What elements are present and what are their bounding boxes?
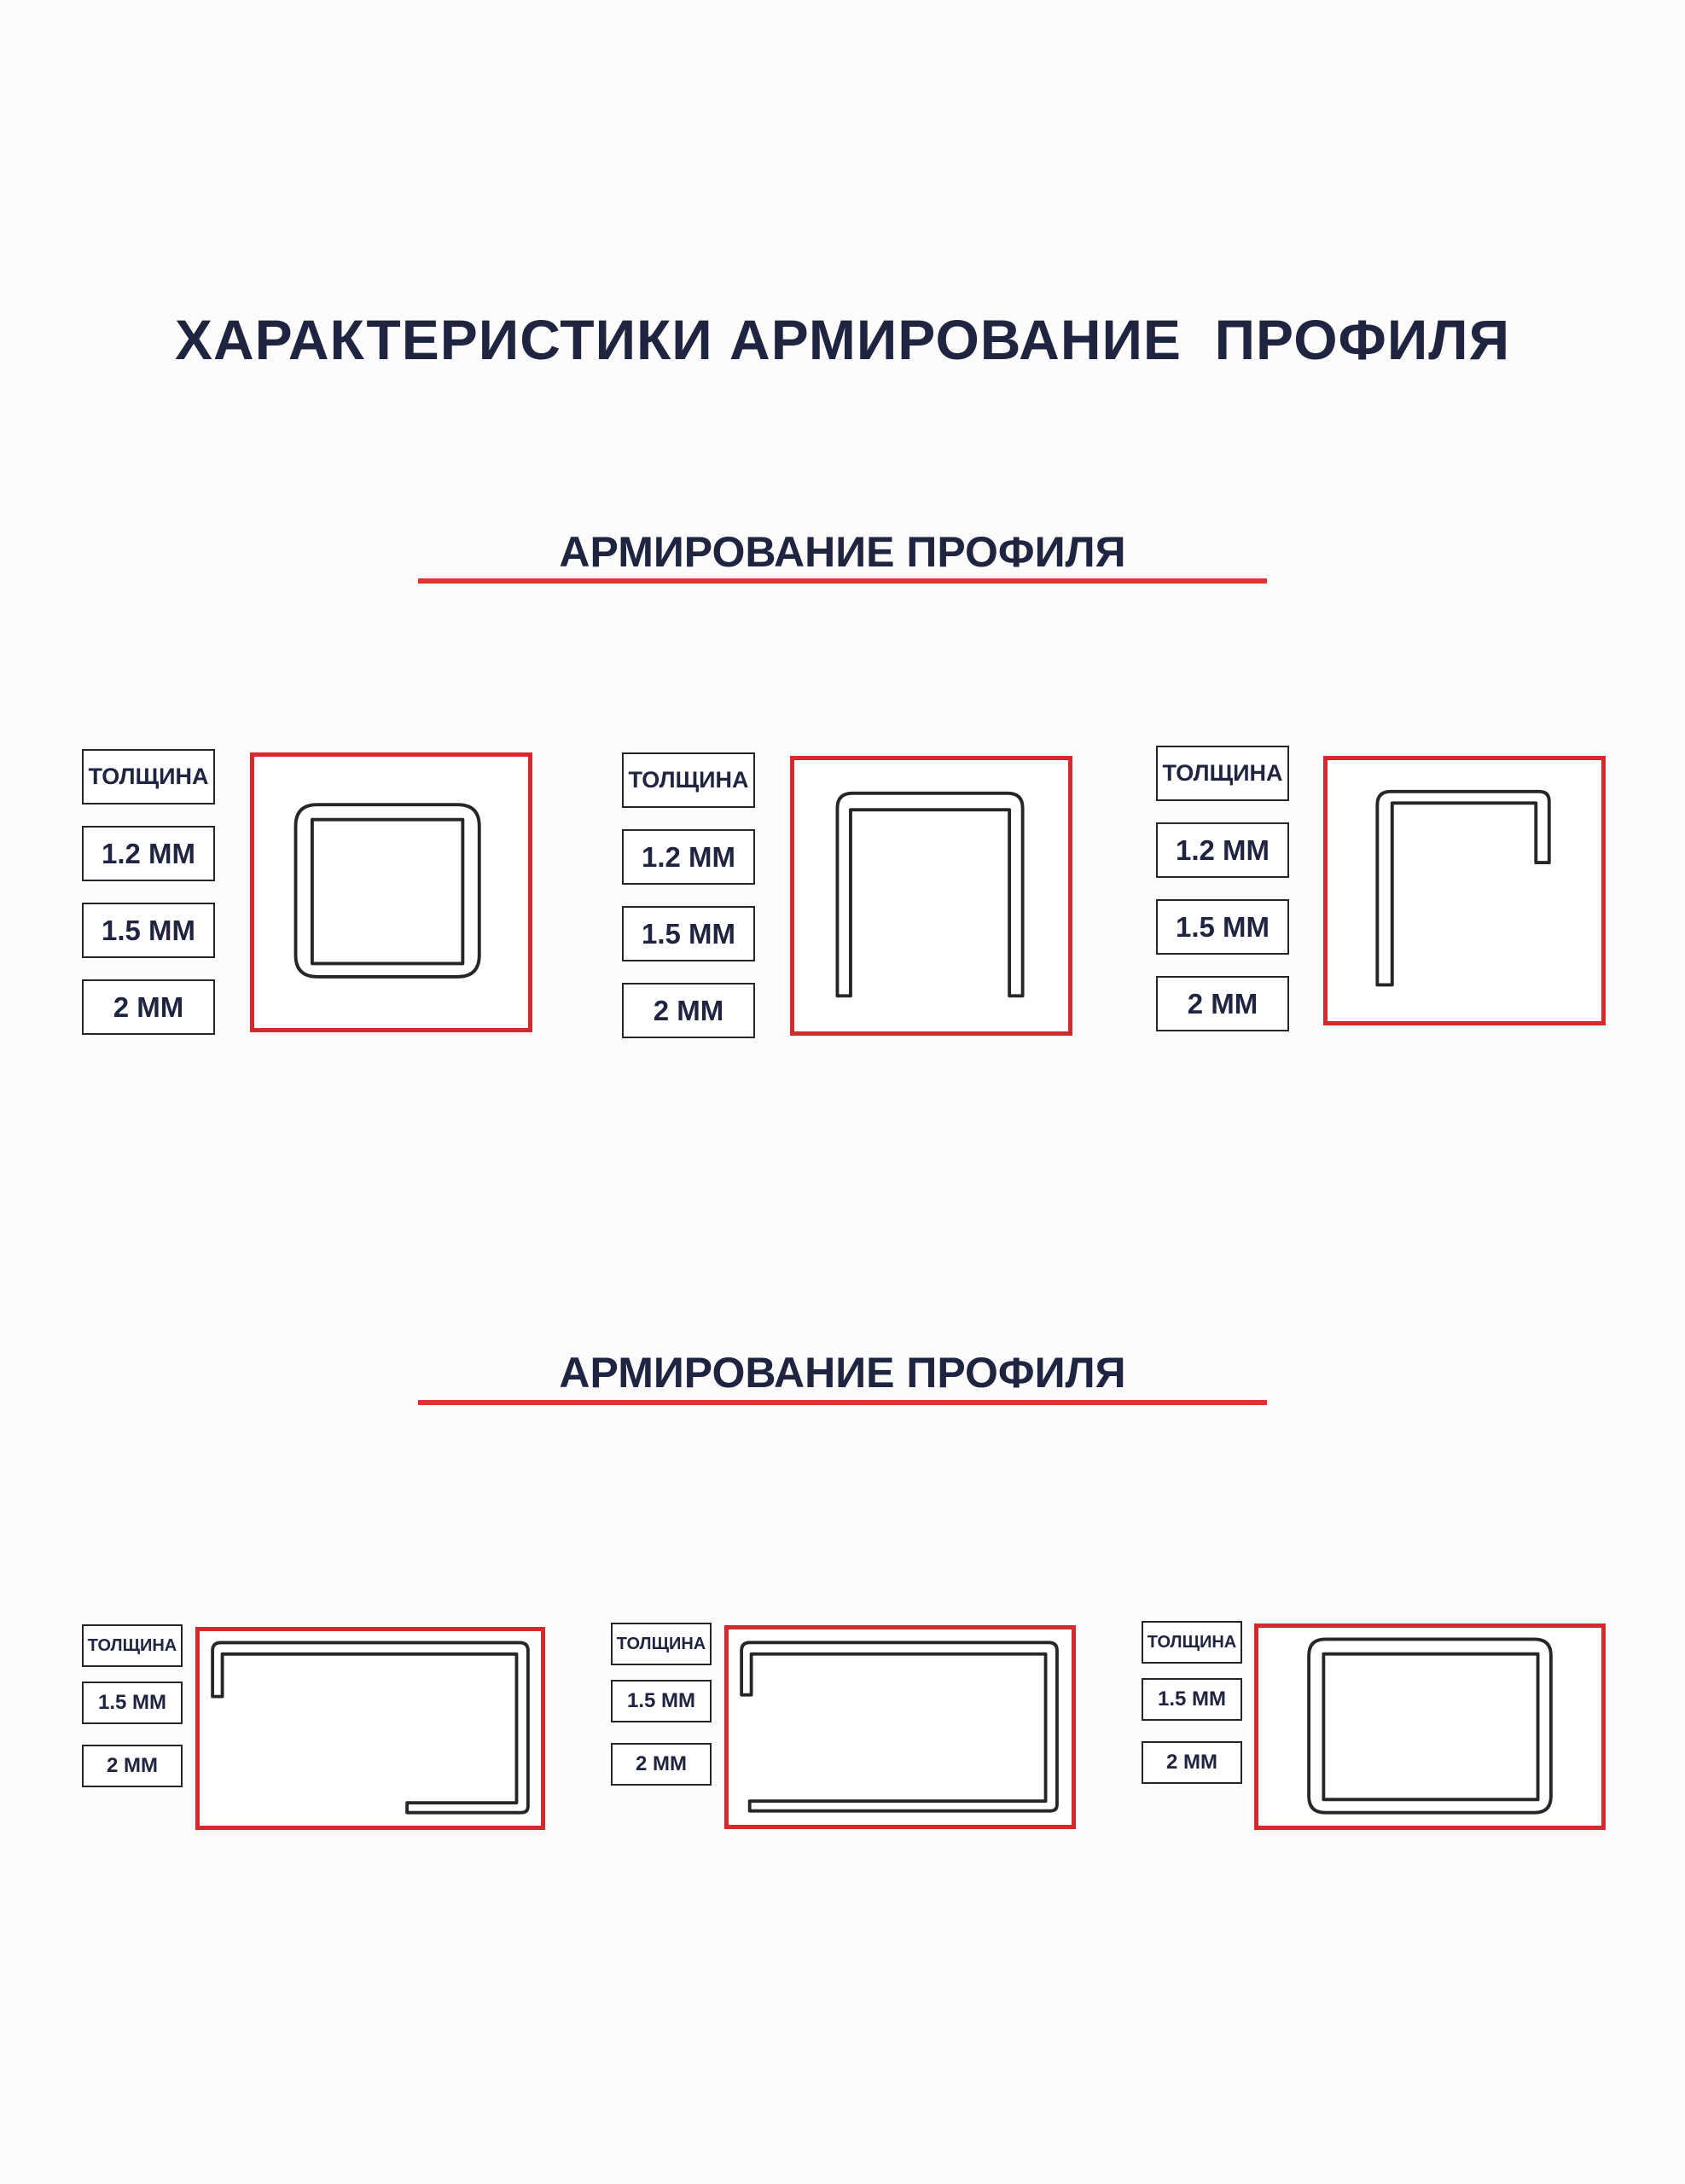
c-channel-wide-profile-icon — [200, 1631, 541, 1826]
thickness-header-label: ТОЛЩИНА — [622, 752, 755, 808]
thickness-option-label: 1.5 MM — [82, 903, 215, 958]
thickness-header-label: ТОЛЩИНА — [1156, 746, 1289, 801]
thickness-option-label: 1.5 MM — [611, 1680, 712, 1722]
thickness-option-label: 2 MM — [82, 1745, 183, 1787]
profile-frame-closed-rectangle — [1254, 1623, 1606, 1830]
thickness-option-label: 2 MM — [611, 1743, 712, 1786]
thickness-header-label: ТОЛЩИНА — [1142, 1621, 1242, 1664]
thickness-option-label: 1.5 MM — [622, 906, 755, 961]
thickness-header-label: ТОЛЩИНА — [611, 1623, 712, 1665]
u-channel-profile-icon — [794, 760, 1068, 1031]
thickness-option-label: 1.2 MM — [82, 826, 215, 881]
thickness-header-label: ТОЛЩИНА — [82, 749, 215, 804]
section-2-divider — [418, 1400, 1267, 1405]
c-channel-long-lip-profile-icon — [729, 1629, 1072, 1825]
thickness-option-label: 2 MM — [82, 979, 215, 1035]
section-2-heading: АРМИРОВАНИЕ ПРОФИЛЯ — [559, 1349, 1126, 1397]
thickness-option-label: 1.5 MM — [82, 1682, 183, 1724]
closed-square-profile-icon — [254, 757, 528, 1028]
thickness-option-label: 1.5 MM — [1142, 1678, 1242, 1721]
thickness-option-label: 2 MM — [1142, 1741, 1242, 1784]
profile-frame-c-channel-long-lip — [724, 1625, 1076, 1829]
profile-frame-square — [250, 752, 532, 1032]
section-1-divider — [418, 578, 1267, 584]
thickness-header-label: ТОЛЩИНА — [82, 1624, 183, 1667]
thickness-option-label: 2 MM — [1156, 976, 1289, 1031]
thickness-option-label: 1.2 MM — [1156, 822, 1289, 878]
section-1-heading: АРМИРОВАНИЕ ПРОФИЛЯ — [559, 528, 1126, 576]
thickness-option-label: 1.5 MM — [1156, 899, 1289, 955]
page-title: ХАРАКТЕРИСТИКИ АРМИРОВАНИЕ ПРОФИЛЯ — [174, 308, 1511, 371]
thickness-option-label: 1.2 MM — [622, 829, 755, 885]
profile-frame-c-channel-wide — [195, 1627, 545, 1830]
thickness-option-label: 2 MM — [622, 983, 755, 1038]
profile-frame-hook — [1323, 756, 1606, 1025]
closed-rectangle-profile-icon — [1258, 1628, 1601, 1826]
hook-profile-icon — [1328, 760, 1601, 1021]
profile-frame-u-channel — [790, 756, 1072, 1036]
